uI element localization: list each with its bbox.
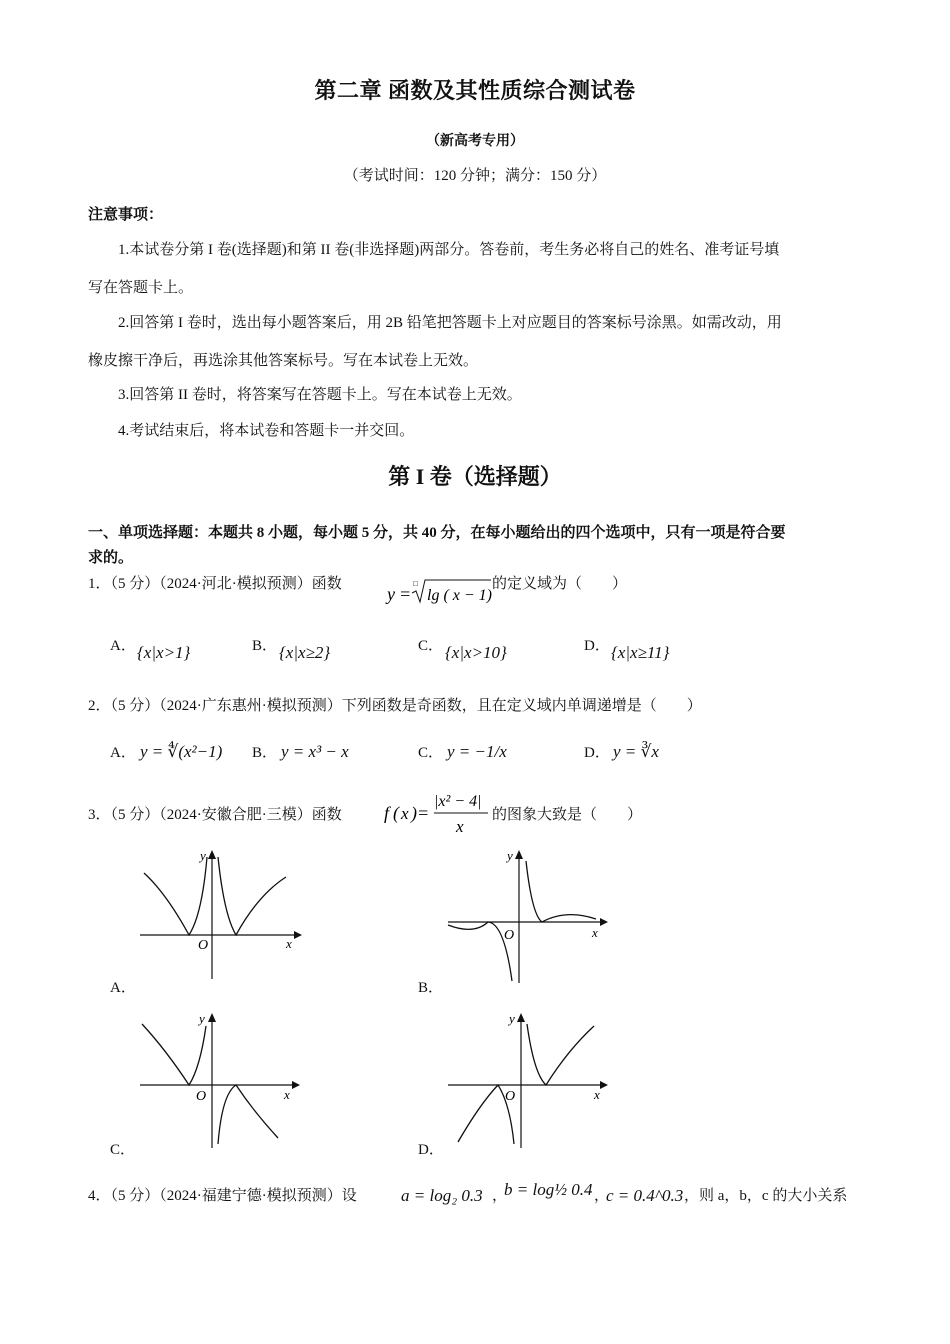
- graph-a-left-curve: [144, 857, 207, 935]
- note-1-line-2: 写在答题卡上。: [88, 280, 194, 296]
- q1-option-a-label[interactable]: A．: [110, 638, 136, 654]
- section-title: 第 I 卷（选择题）: [388, 464, 562, 489]
- q4-formula-c: c = 0.4^0.3: [606, 1186, 684, 1205]
- graph-b-y-label: y: [507, 848, 513, 863]
- q2-option-d[interactable]: y = ∛x: [613, 742, 659, 761]
- graph-d-y-arrow: [517, 1013, 525, 1022]
- graph-a-x-label: x: [286, 936, 292, 951]
- q3-formula-f: f: [384, 803, 390, 823]
- q1-option-b-label[interactable]: B．: [252, 638, 278, 654]
- exam-info: （考试时间：120 分钟；满分：150 分）: [343, 168, 607, 184]
- graph-d-x-arrow: [600, 1081, 608, 1089]
- q3-denominator: x: [456, 817, 464, 836]
- graph-a-y-arrow: [208, 850, 216, 859]
- q1-option-c[interactable]: {x|x>10}: [445, 643, 507, 662]
- notes-heading: 注意事项：: [88, 207, 164, 223]
- section-instruction-line-2: 求的。: [88, 550, 134, 566]
- graph-d-x-label: x: [594, 1087, 600, 1102]
- q1-formula-eq: =: [399, 584, 412, 604]
- q1-option-d[interactable]: {x|x≥11}: [611, 643, 670, 662]
- graph-c-x-label: x: [284, 1087, 290, 1102]
- q3-suffix: 的图象大致是（ ）: [492, 807, 643, 823]
- graph-c-origin: O: [196, 1089, 207, 1104]
- q4-formula-b: b = log½ 0.4: [504, 1180, 593, 1199]
- q2-option-b-label[interactable]: B．: [252, 745, 278, 761]
- q3-graph-d[interactable]: [444, 1008, 614, 1148]
- graph-b-left-curve: [448, 922, 515, 981]
- q4-comma-1: ，: [492, 1188, 508, 1204]
- q3-formula-paren-l: (: [393, 803, 399, 823]
- q4-suffix: ，则 a，b，c 的大小关系: [684, 1188, 848, 1204]
- q1-option-a[interactable]: {x|x>1}: [137, 643, 191, 662]
- q3-formula-paren-r: ): [411, 803, 417, 823]
- graph-c-x-arrow: [292, 1081, 300, 1089]
- q3-graph-a[interactable]: [136, 845, 306, 980]
- note-1-line-1: 1.本试卷分第 I 卷(选择题)和第 II 卷(非选择题)两部分。答卷前，考生务必将自己的姓名、准考证号填: [118, 242, 780, 258]
- note-4: 4.考试结束后，将本试卷和答题卡一并交回。: [118, 423, 415, 439]
- q3-option-a-label[interactable]: A．: [110, 980, 136, 996]
- q3-numerator: |x² − 4|: [434, 793, 482, 810]
- graph-c-right-curve: [218, 1085, 278, 1144]
- q1-radicand: lg ( x − 1): [427, 587, 492, 604]
- q3-option-c-label[interactable]: C．: [110, 1142, 136, 1158]
- graph-b-origin: O: [504, 928, 515, 943]
- note-3: 3.回答第 II 卷时，将答案写在答题卡上。写在本试卷上无效。: [118, 387, 522, 403]
- q2-text: 2．（5 分）（2024·广东惠州·模拟预测）下列函数是奇函数，且在定义域内单调递增是（ ）: [88, 698, 702, 714]
- q4-comma-2: ，: [594, 1188, 610, 1204]
- q3-option-d-label[interactable]: D．: [418, 1142, 444, 1158]
- q4-formula-a: a = log₂ 0.3: [401, 1186, 483, 1205]
- q2-option-b[interactable]: y = x³ − x: [281, 742, 349, 761]
- q3-graph-b[interactable]: [444, 845, 614, 985]
- section-instruction-line-1: 一、单项选择题：本题共 8 小题，每小题 5 分，共 40 分，在每小题给出的四个选项中，只有一项是符合要: [88, 525, 786, 541]
- q2-option-a-label[interactable]: A．: [110, 745, 136, 761]
- graph-d-y-label: y: [509, 1011, 515, 1026]
- q3-graph-c[interactable]: [136, 1008, 306, 1148]
- graph-b-y-arrow: [515, 850, 523, 859]
- graph-d-right-curve: [527, 1024, 594, 1085]
- q3-formula: [384, 784, 492, 840]
- note-2-line-1: 2.回答第 I 卷时，选出每小题答案后，用 2B 铅笔把答题卡上对应题目的答案标号涂黑。如需改动，用: [118, 315, 782, 331]
- q1-option-b[interactable]: {x|x≥2}: [279, 643, 331, 662]
- graph-c-y-arrow: [208, 1013, 216, 1022]
- q2-option-c[interactable]: y = −1/x: [447, 742, 507, 761]
- graph-a-right-curve: [218, 857, 286, 935]
- q3-prefix: 3．（5 分）（2024·安徽合肥·三模）函数: [88, 807, 342, 823]
- graph-b-x-arrow: [600, 918, 608, 926]
- q1-option-c-label[interactable]: C．: [418, 638, 444, 654]
- graph-a-origin: O: [198, 938, 209, 953]
- graph-d-origin: O: [505, 1089, 516, 1104]
- graph-a-x-arrow: [294, 931, 302, 939]
- q1-option-d-label[interactable]: D．: [584, 638, 610, 654]
- graph-a-y-label: y: [200, 848, 206, 863]
- q3-formula-x: x: [401, 804, 409, 823]
- graph-c-left-curve: [142, 1024, 206, 1085]
- q2-option-d-label[interactable]: D．: [584, 745, 610, 761]
- q2-option-c-label[interactable]: C．: [418, 745, 444, 761]
- paper-subtitle: （新高考专用）: [426, 134, 524, 149]
- q1-formula: [385, 574, 495, 608]
- graph-c-y-label: y: [199, 1011, 205, 1026]
- q1-suffix: 的定义域为（ ）: [492, 576, 628, 592]
- q2-option-a[interactable]: y = ∜(x²−1): [140, 742, 223, 761]
- graph-b-right-curve: [526, 861, 596, 922]
- graph-b-x-label: x: [592, 925, 598, 940]
- q3-formula-eq: =: [417, 803, 430, 823]
- paper-title: 第二章 函数及其性质综合测试卷: [314, 78, 636, 103]
- q4-prefix: 4．（5 分）（2024·福建宁德·模拟预测）设: [88, 1188, 357, 1204]
- q1-formula-y: y: [387, 584, 395, 604]
- q3-option-b-label[interactable]: B．: [418, 980, 444, 996]
- note-2-line-2: 橡皮擦干净后，再选涂其他答案标号。写在本试卷上无效。: [88, 353, 479, 369]
- q1-prefix: 1．（5 分）（2024·河北·模拟预测）函数: [88, 576, 342, 592]
- q1-root-index: □: [413, 579, 418, 588]
